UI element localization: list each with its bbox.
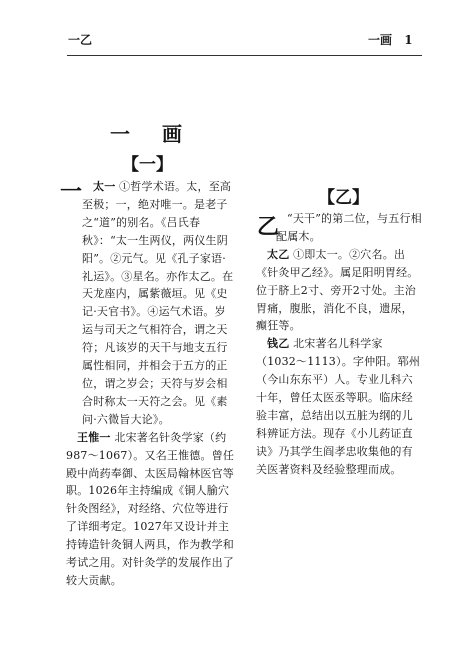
header-left: 一乙	[68, 33, 93, 47]
header-rule	[67, 55, 422, 56]
entry-term: 王惟一	[77, 430, 111, 444]
entry-taiyi-1	[66, 178, 236, 429]
entry-text: ①哲学术语。太，至高至极；一，绝对唯一。是老子之“道”的别名。《吕氏春秋》：“太一生两仪，两仪生阴阳”。②元气。见《孔子家语·礼运》。③星名。亦作太乙。在天龙座内，属紫薇垣。见《史记·天官书》。④运气术语。岁运与司天之气相符合，谓之天符；凡该岁的天干与地支五行属性相同，并相会于五方的正位，谓之岁会；天符与岁会相合时称太一天符之会。见《素问·六微旨大论》。	[82, 180, 234, 426]
header-right	[368, 31, 413, 48]
left-column	[66, 178, 236, 590]
entry-qian-yi	[256, 335, 422, 478]
part-two-intro: “天干”的第二位，与五行相配属木。	[276, 212, 422, 243]
entry-term: 钱乙	[267, 337, 290, 351]
right-column	[256, 210, 422, 479]
part-one-heading: 【一】	[122, 155, 173, 175]
entry-term: 太一	[93, 180, 116, 193]
entry-taiyi-2	[256, 246, 422, 336]
entry-text: 北宋著名儿科学家（1032～1113）。字仲阳。郓州（今山东东平）人。专业儿科六十年，曾任太医丞等职。临床经验丰富，总结出以五脏为纲的儿科辨证方法。现存《小儿药证直诀》乃其学生阎孝忠收集他的有关医著资料及经验整理而成。	[256, 337, 421, 476]
entry-text: ①即太一。②穴名。出《针灸甲乙经》。属足阳明胃经。位于脐上2寸、旁开2寸处。主治胃痛，腹胀，消化不良，遗尿，癫狂等。	[256, 247, 419, 333]
section-title: 一 画	[110, 122, 188, 146]
page-number: 1	[404, 33, 413, 47]
part-two-heading: 【乙】	[318, 188, 369, 208]
entry-text: 北宋著名针灸学家（约987～1067）。又名王惟德。曾任殿中尚药奉御、太医局翰林医官等职。1026年主持编成《铜人腧穴针灸图经》，对经络、穴位等进行了详细考定。1027年又设计并主持铸造针灸铜人两具，作为教学和考试之用。对针灸学的发展作出了较大贡献。	[66, 430, 235, 587]
entry-term: 太乙	[267, 247, 290, 261]
part-two-char: 乙	[257, 214, 280, 240]
entry-wang-weiyi	[66, 429, 236, 590]
header-section-word: 一画	[368, 33, 393, 47]
part-one-char: 一	[60, 179, 83, 205]
